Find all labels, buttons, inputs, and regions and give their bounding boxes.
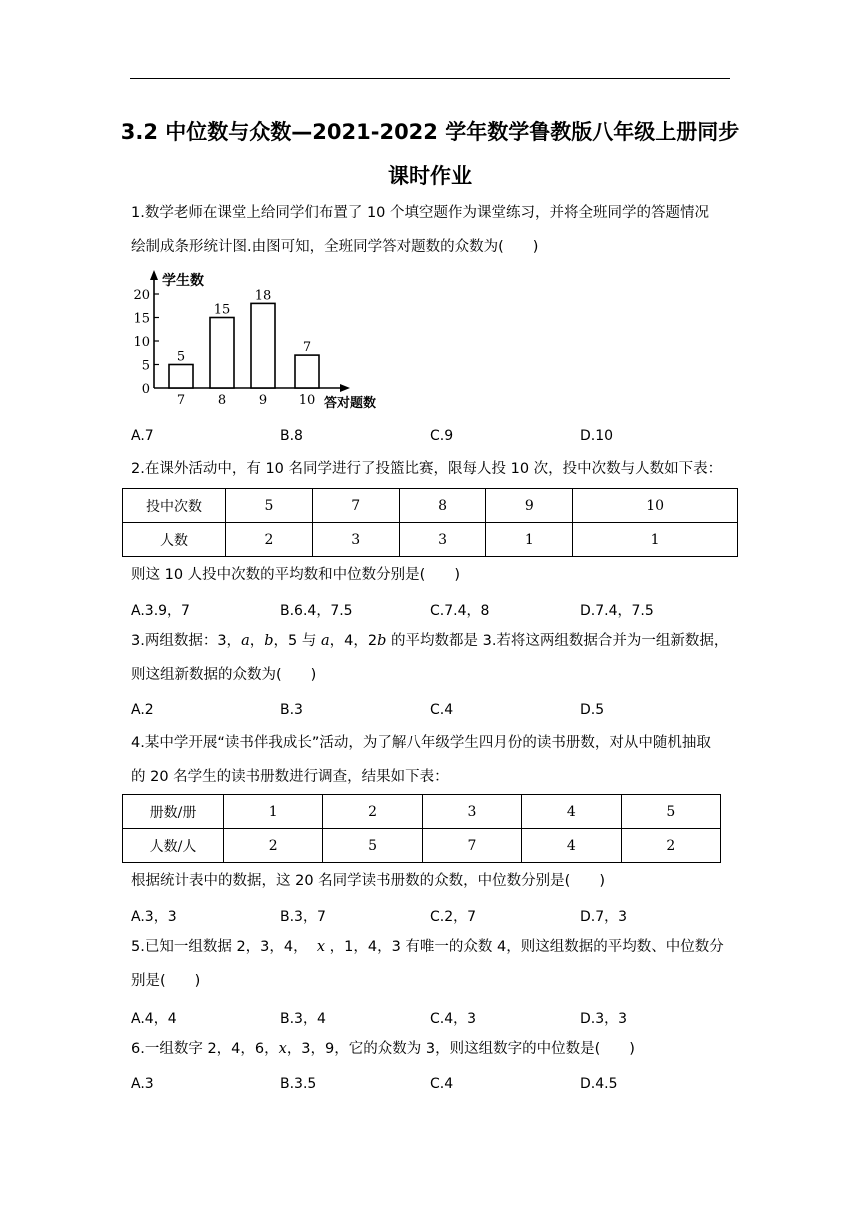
data-label: 7 (302, 340, 312, 356)
table-cell: 9 (486, 489, 573, 523)
q1-option-a[interactable]: A.7 (131, 428, 154, 444)
bar-9 (251, 303, 275, 388)
q4-table (122, 794, 721, 863)
q6-option-b[interactable]: B.3.5 (280, 1076, 317, 1092)
table-cell: 投中次数 (123, 489, 226, 523)
q4-option-c[interactable]: C.2，7 (430, 909, 477, 925)
y-tick-label: 5 (141, 358, 150, 374)
table-cell: 册数/册 (123, 795, 224, 829)
x-tick-label: 7 (176, 393, 186, 408)
table-cell: 2 (226, 523, 313, 557)
q5-option-a[interactable]: A.4，4 (131, 1011, 177, 1027)
bar-chart (124, 266, 394, 416)
q2-table (122, 488, 738, 557)
bar-8 (210, 318, 234, 389)
x-axis-label: 答对题数 (324, 396, 377, 411)
table-cell: 3 (399, 523, 486, 557)
variable-a: a (320, 633, 330, 649)
table-row (123, 795, 721, 829)
table-cell: 人数/人 (123, 829, 224, 863)
data-label: 5 (176, 349, 186, 365)
table-row (123, 523, 738, 557)
table-cell: 7 (312, 489, 399, 523)
q4-option-d[interactable]: D.7，3 (580, 909, 628, 925)
table-cell: 8 (399, 489, 486, 523)
q1-option-d[interactable]: D.10 (580, 428, 614, 444)
table-cell: 2 (224, 829, 323, 863)
variable-x: x (316, 939, 326, 955)
y-tick-label: 20 (133, 288, 150, 303)
table-cell: 2 (323, 795, 422, 829)
table-cell: 人数 (123, 523, 226, 557)
q2-option-d[interactable]: D.7.4，7.5 (580, 603, 654, 619)
q6-option-d[interactable]: D.4.5 (580, 1076, 618, 1092)
bar-7 (169, 365, 193, 389)
question-2-prompt: 则这 10 人投中次数的平均数和中位数分别是( ) (131, 567, 460, 583)
q3-option-d[interactable]: D.5 (580, 702, 605, 718)
q5-option-c[interactable]: C.4，3 (430, 1011, 477, 1027)
table-cell: 1 (224, 795, 323, 829)
table-cell: 5 (323, 829, 422, 863)
question-6-stem: 6.一组数字 2，4，6，x，3，9，它的众数为 3，则这组数字的中位数是( ) (131, 1041, 635, 1057)
q2-option-a[interactable]: A.3.9，7 (131, 603, 190, 619)
y-tick-label: 0 (141, 382, 150, 397)
q4-option-a[interactable]: A.3，3 (131, 909, 177, 925)
table-cell: 1 (486, 523, 573, 557)
page-title-line2: 课时作业 (388, 164, 472, 188)
q6-option-a[interactable]: A.3 (131, 1076, 154, 1092)
y-axis-label: 学生数 (162, 273, 204, 289)
variable-b: b (264, 633, 274, 649)
x-axis-arrow-icon (340, 384, 350, 392)
y-tick-label: 15 (133, 311, 150, 327)
q2-option-b[interactable]: B.6.4，7.5 (280, 603, 353, 619)
table-cell: 3 (312, 523, 399, 557)
question-2-stem: 2.在课外活动中，有 10 名同学进行了投篮比赛，限每人投 10 次，投中次数与人数如下表： (131, 461, 723, 477)
question-5-stem: 5.已知一组数据 2，3，4， x ，1，4，3 有唯一的众数 4，则这组数据的平均数、中位数分 别是( ) (131, 939, 724, 989)
q3-option-c[interactable]: C.4 (430, 702, 454, 718)
question-4-stem: 4.某中学开展“读书伴我成长”活动，为了解八年级学生四月份的读书册数，对从中随机抽取 的 20 名学生的读书册数进行调查，结果如下表： (131, 735, 711, 785)
q2-option-c[interactable]: C.7.4，8 (430, 603, 490, 619)
q4-option-b[interactable]: B.3，7 (280, 909, 326, 925)
q6-option-c[interactable]: C.4 (430, 1076, 454, 1092)
table-cell: 5 (621, 795, 720, 829)
y-axis-arrow-icon (150, 270, 158, 280)
question-1-stem: 1.数学老师在课堂上给同学们布置了 10 个填空题作为课堂练习，并将全班同学的答题情况 绘制成条形统计图.由图可知，全班同学答对题数的众数为( ) (131, 205, 709, 255)
header-rule (130, 78, 730, 79)
table-cell: 3 (422, 795, 521, 829)
q1-option-b[interactable]: B.8 (280, 428, 303, 444)
page-title: 3.2 中位数与众数—2021-2022 学年数学鲁教版八年级上册同步 (120, 120, 740, 144)
variable-a: a (241, 633, 250, 649)
table-cell: 1 (573, 523, 738, 557)
q1-option-c[interactable]: C.9 (430, 428, 454, 444)
table-row (123, 829, 721, 863)
x-tick-label: 9 (258, 393, 268, 408)
x-tick-label: 8 (217, 393, 227, 408)
x-tick-label: 10 (298, 393, 316, 408)
variable-x: x (278, 1041, 287, 1057)
q5-option-b[interactable]: B.3，4 (280, 1011, 326, 1027)
y-tick-label: 10 (133, 335, 150, 350)
table-cell: 10 (573, 489, 738, 523)
question-3-stem: 3.两组数据：3，a，b，5 与 a，4，2b 的平均数都是 3.若将这两组数据合并为一组新数据， 则这组新数据的众数为( ) (131, 633, 729, 683)
data-label: 18 (254, 288, 272, 304)
variable-b: b (377, 633, 387, 649)
question-4-prompt: 根据统计表中的数据，这 20 名同学读书册数的众数，中位数分别是( ) (131, 873, 605, 889)
table-cell: 7 (422, 829, 521, 863)
data-label: 15 (213, 302, 231, 318)
table-cell: 4 (522, 795, 621, 829)
q3-option-b[interactable]: B.3 (280, 702, 303, 718)
table-cell: 2 (621, 829, 720, 863)
bar-10 (295, 355, 319, 388)
table-cell: 4 (522, 829, 621, 863)
table-cell: 5 (226, 489, 313, 523)
q3-option-a[interactable]: A.2 (131, 702, 154, 718)
q5-option-d[interactable]: D.3，3 (580, 1011, 628, 1027)
table-row (123, 489, 738, 523)
